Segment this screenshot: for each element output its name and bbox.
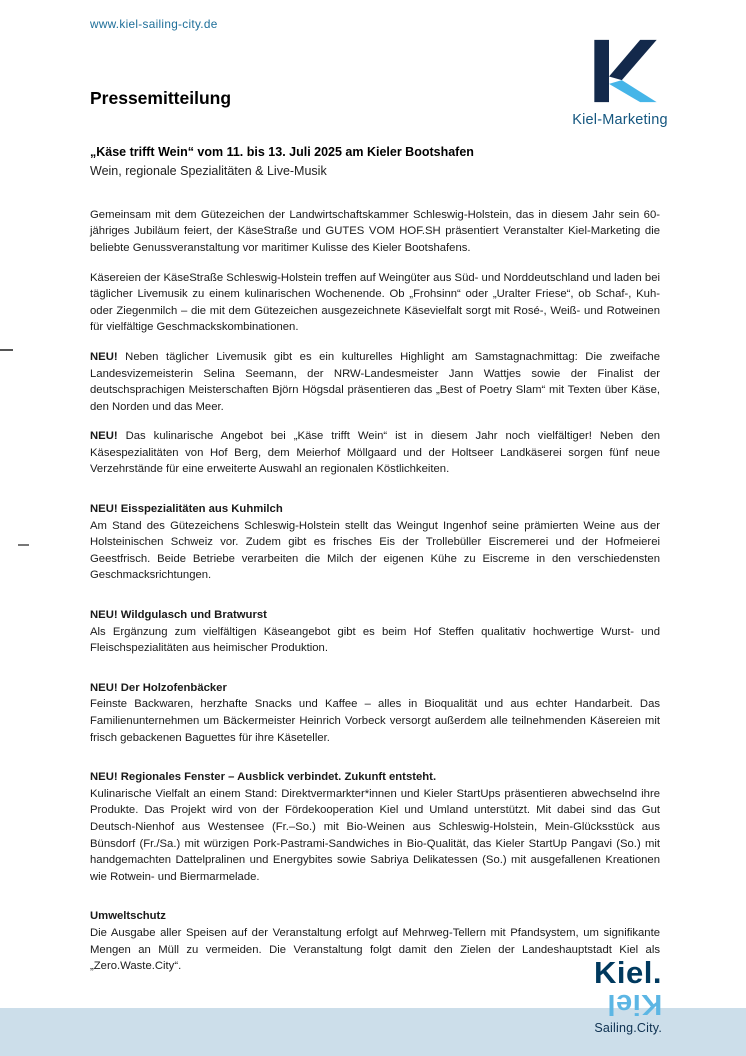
section-holzofenbaecker bbox=[90, 680, 660, 746]
section-heading: NEU! Regionales Fenster – Ausblick verbindet. Zukunft entsteht. bbox=[90, 771, 437, 784]
section-text: Am Stand des Gütezeichens Schleswig-Holstein stellt das Weingut Ingenhof seine prämierten Weine aus der Holsteinischen Schweiz vor. Zudem gibt es frisches Eis der Trollebüller Eiscremerei und der Hofmeierei Geestfrisch. Beide Betriebe verarbeiten die Milch der eigenen Kühe zu Eiscreme in den verschiedensten Geschmacksrichtungen. bbox=[90, 519, 660, 582]
section-heading: Umweltschutz bbox=[90, 910, 166, 923]
neu-lead-label: NEU! bbox=[90, 430, 118, 443]
section-text: Die Ausgabe aller Speisen auf der Veranstaltung erfolgt auf Mehrweg-Tellern mit Pfandsystem, um signifikante Mengen an Müll zu vermeiden. Die Veranstaltung folgt damit den Zielen der Landeshauptstadt Kiel als „Zero.Waste.City“. bbox=[90, 926, 660, 973]
paragraph-poetry-slam bbox=[90, 349, 660, 415]
kiel-sailing-city-logo bbox=[594, 954, 662, 1035]
subject-block bbox=[90, 143, 660, 182]
kiel-logo-tagline: Sailing.City. bbox=[594, 1020, 662, 1035]
fold-mark-top bbox=[0, 349, 13, 351]
section-eisspezialitaeten bbox=[90, 501, 660, 584]
kiel-logo-wordmark: Kiel. bbox=[594, 954, 662, 990]
section-text: Als Ergänzung zum vielfältigen Käseangebot gibt es beim Hof Steffen qualitativ hochwertige Wurst- und Fleischspezialitäten aus heimischer Produktion. bbox=[90, 625, 660, 655]
paragraph-culinary-offer-text: Das kulinarische Angebot bei „Käse trifft Wein“ ist in diesem Jahr noch vielfältiger! Neben den Käsespezialitäten von Hof Berg, dem Meierhof Möllgaard und der Holtseer Landkäserei sorgen fünf neue Verzehrstände für eine erweiterte Auswahl an regionalen Köstlichkeiten. bbox=[90, 430, 661, 476]
document-body bbox=[90, 88, 660, 975]
footer-website-link[interactable]: www.kiel-sailing-city.de bbox=[90, 17, 218, 31]
fold-mark-middle bbox=[18, 544, 29, 546]
section-text: Feinste Backwaren, herzhafte Snacks und Kaffee – alles in Bioqualität und aus echter Handarbeit. Das Familienunternehmen um Bäckermeister Heinrich Vorbeck versorgt außerdem alle teilnehmenden Käsereien mit frisch gebackenen Baguettes für ihre Käseteller. bbox=[90, 698, 660, 744]
section-heading: NEU! Eisspezialitäten aus Kuhmilch bbox=[90, 503, 283, 516]
kiel-marketing-wordmark: Kiel-Marketing bbox=[572, 112, 668, 128]
paragraph-intro: Gemeinsam mit dem Gütezeichen der Landwirtschaftskammer Schleswig-Holstein, das in diesem Jahr sein 60-jähriges Jubiläum feiert, der KäseStraße und GUTES VOM HOF.SH präsentiert Veranstalter Kiel-Marketing die beliebte Genussveranstaltung vor maritimer Kulisse des Kieler Bootshafens. bbox=[90, 208, 660, 254]
section-heading: NEU! Der Holzofenbäcker bbox=[90, 681, 227, 694]
kiel-logo-reflection: Kiel bbox=[606, 987, 662, 1020]
paragraph-culinary-offer bbox=[90, 428, 660, 478]
subject-subheadline: Wein, regionale Spezialitäten & Live-Musik bbox=[90, 164, 327, 179]
neu-lead-label: NEU! bbox=[90, 350, 118, 363]
paragraph-poetry-slam-text: Neben täglicher Livemusik gibt es ein kulturelles Highlight am Samstagnachmittag: Die zweifache Landesvizemeisterin Selina Seemann, der NRW-Landesmeister Jann Wattjes sowie der Finalist der deutschsprachigen Meisterschaften Björn Högsdal präsentieren das „Best of Poetry Slam“ mit Texten über Käse, den Norden und das Meer. bbox=[90, 350, 660, 413]
section-heading: NEU! Wildgulasch und Bratwurst bbox=[90, 609, 267, 622]
section-wildgulasch bbox=[90, 607, 660, 657]
page-title: Pressemitteilung bbox=[90, 88, 232, 108]
section-text: Kulinarische Vielfalt an einem Stand: Direktvermarkter*innen und Kieler StartUps präsentieren abwechselnd ihre Produkte. Das Projekt wird von der Fördekooperation Kiel und Umland unterstützt. Mit dabei sind das Gut Deutsch-Nienhof aus Westensee (Fr.–So.) mit Bio-Weinen aus Schleswig-Holstein, Mein-Glücksstück aus Bünsdorf (Fr./Sa.) mit würzigen Pork-Pastrami-Sandwiches in Bio-Qualität, das Kieler StartUp Pangavi (So.) mit handgemachten Dattelpralinen und Energybites sowie Sabriya Delikatessen (So.) mit ausgefallenen Kreationen wie Rotwein- und Biermarmelade. bbox=[90, 787, 660, 883]
section-regionales-fenster bbox=[90, 769, 660, 885]
subject-headline: „Käse trifft Wein“ vom 11. bis 13. Juli 2025 am Kieler Bootshafen bbox=[90, 145, 474, 159]
section-umweltschutz bbox=[90, 908, 660, 974]
paragraph-event-description: Käsereien der KäseStraße Schleswig-Holstein treffen auf Weingüter aus Süd- und Norddeutschland und laden bei täglicher Livemusik zu einem kulinarischen Wochenende. Ob „Frohsinn“ oder „Uralter Friese“, ob Schaf-, Kuh- oder Ziegenmilch – die mit dem Gütezeichen ausgezeichnete Käsevielfalt sorgt mit Rosé-, Weiß- und Rotweinen für vielfältige Geschmackskombinationen. bbox=[90, 271, 660, 334]
